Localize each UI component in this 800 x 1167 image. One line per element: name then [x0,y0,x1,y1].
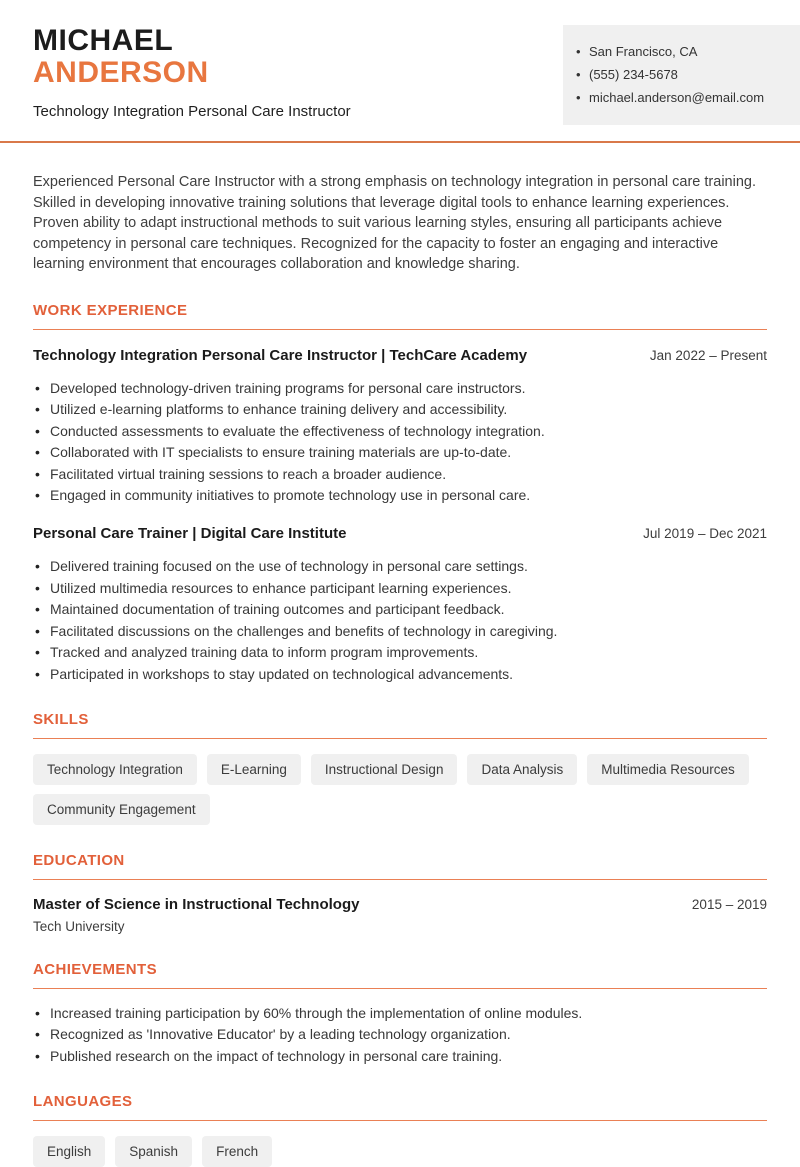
achievement-bullet: • Recognized as 'Innovative Educator' by a leading technology organization. [33,1024,767,1044]
job-bullet: • Collaborated with IT specialists to ensure training materials are up-to-date. [33,442,767,462]
job-dates: Jul 2019 – Dec 2021 [643,526,767,541]
skills-heading: SKILLS [33,711,767,739]
achievement-bullet: • Increased training participation by 60% through the implementation of online modules. [33,1003,767,1023]
languages-heading: LANGUAGES [33,1093,767,1121]
section-work-experience [33,302,767,684]
last-name: ANDERSON [33,56,209,89]
resume-header [0,0,800,125]
summary-paragraph: Experienced Personal Care Instructor with a strong emphasis on technology integration in personal care training. Skilled in developing innovative training solutions that leverage digital tools to enhance learning experiences. Proven ability to adapt instructional methods to suit various learning styles, ensuring all participants achieve competency in personal care techniques. Recognized for the capacity to foster an engaging and interactive learning environment that encourages collaboration and knowledge sharing. [33,174,756,272]
education-entry [33,896,767,934]
job-bullet: • Maintained documentation of training outcomes and participant feedback. [33,599,767,619]
job-bullet: • Facilitated virtual training sessions to reach a broader audience. [33,464,767,484]
section-skills [33,711,767,825]
contact-location: • San Francisco, CA [575,44,786,60]
first-name: MICHAEL [33,24,174,57]
education-heading: EDUCATION [33,852,767,880]
language-chip: French [202,1136,272,1167]
headline-job-title: Technology Integration Personal Care Instructor [33,103,351,120]
skill-chip: Multimedia Resources [587,754,749,785]
job-header-row [33,347,767,364]
job-bullet: • Tracked and analyzed training data to inform program improvements. [33,642,767,662]
achievements-heading: ACHIEVEMENTS [33,961,767,989]
work-experience-heading: WORK EXPERIENCE [33,302,767,330]
skill-chip: Instructional Design [311,754,458,785]
job-title-line: Technology Integration Personal Care Instructor | TechCare Academy [33,346,528,364]
achievement-bullet: • Published research on the impact of technology in personal care training. [33,1046,767,1066]
contact-list [575,44,786,106]
job-entry-techcare [33,347,767,506]
section-achievements [33,961,767,1066]
job-dates: Jan 2022 – Present [649,347,767,363]
job-bullet-list [33,378,767,506]
name-block [33,25,351,120]
job-header-row [33,525,767,542]
job-title-line: Personal Care Trainer | Digital Care Institute [33,525,347,542]
header-divider [0,141,800,143]
degree-title: Master of Science in Instructional Technology [33,895,360,913]
section-education [33,852,767,934]
skills-chip-list [33,754,767,825]
skill-chip: E-Learning [207,754,301,785]
contact-phone: • (555) 234-5678 [575,67,786,83]
skill-chip: Data Analysis [467,754,577,785]
language-chip-list [33,1136,767,1167]
skill-chip: Technology Integration [33,754,197,785]
job-bullet: • Facilitated discussions on the challenges and benefits of technology in caregiving. [33,621,767,641]
language-chip: English [33,1136,105,1167]
job-bullet: • Engaged in community initiatives to promote technology use in personal care. [33,485,767,505]
job-bullet: • Delivered training focused on the use of technology in personal care settings. [33,556,767,576]
education-dates: 2015 – 2019 [691,896,767,912]
contact-box [563,25,800,125]
skill-chip: Community Engagement [33,794,210,825]
education-header-row [33,896,767,913]
resume-body [0,172,800,1167]
job-bullet: • Utilized e-learning platforms to enhance training delivery and accessibility. [33,399,767,419]
job-bullet: • Developed technology-driven training programs for personal care instructors. [33,378,767,398]
job-entry-digital-care [33,525,767,684]
school-name: Tech University [33,918,125,934]
contact-email: • michael.anderson@email.com [575,90,786,106]
achievement-list [33,1003,767,1066]
language-chip: Spanish [115,1136,192,1167]
job-bullet: • Utilized multimedia resources to enhance participant learning experiences. [33,578,767,598]
job-bullet-list [33,556,767,684]
job-bullet: • Conducted assessments to evaluate the effectiveness of technology integration. [33,421,767,441]
job-bullet: • Participated in workshops to stay updated on technological advancements. [33,664,767,684]
